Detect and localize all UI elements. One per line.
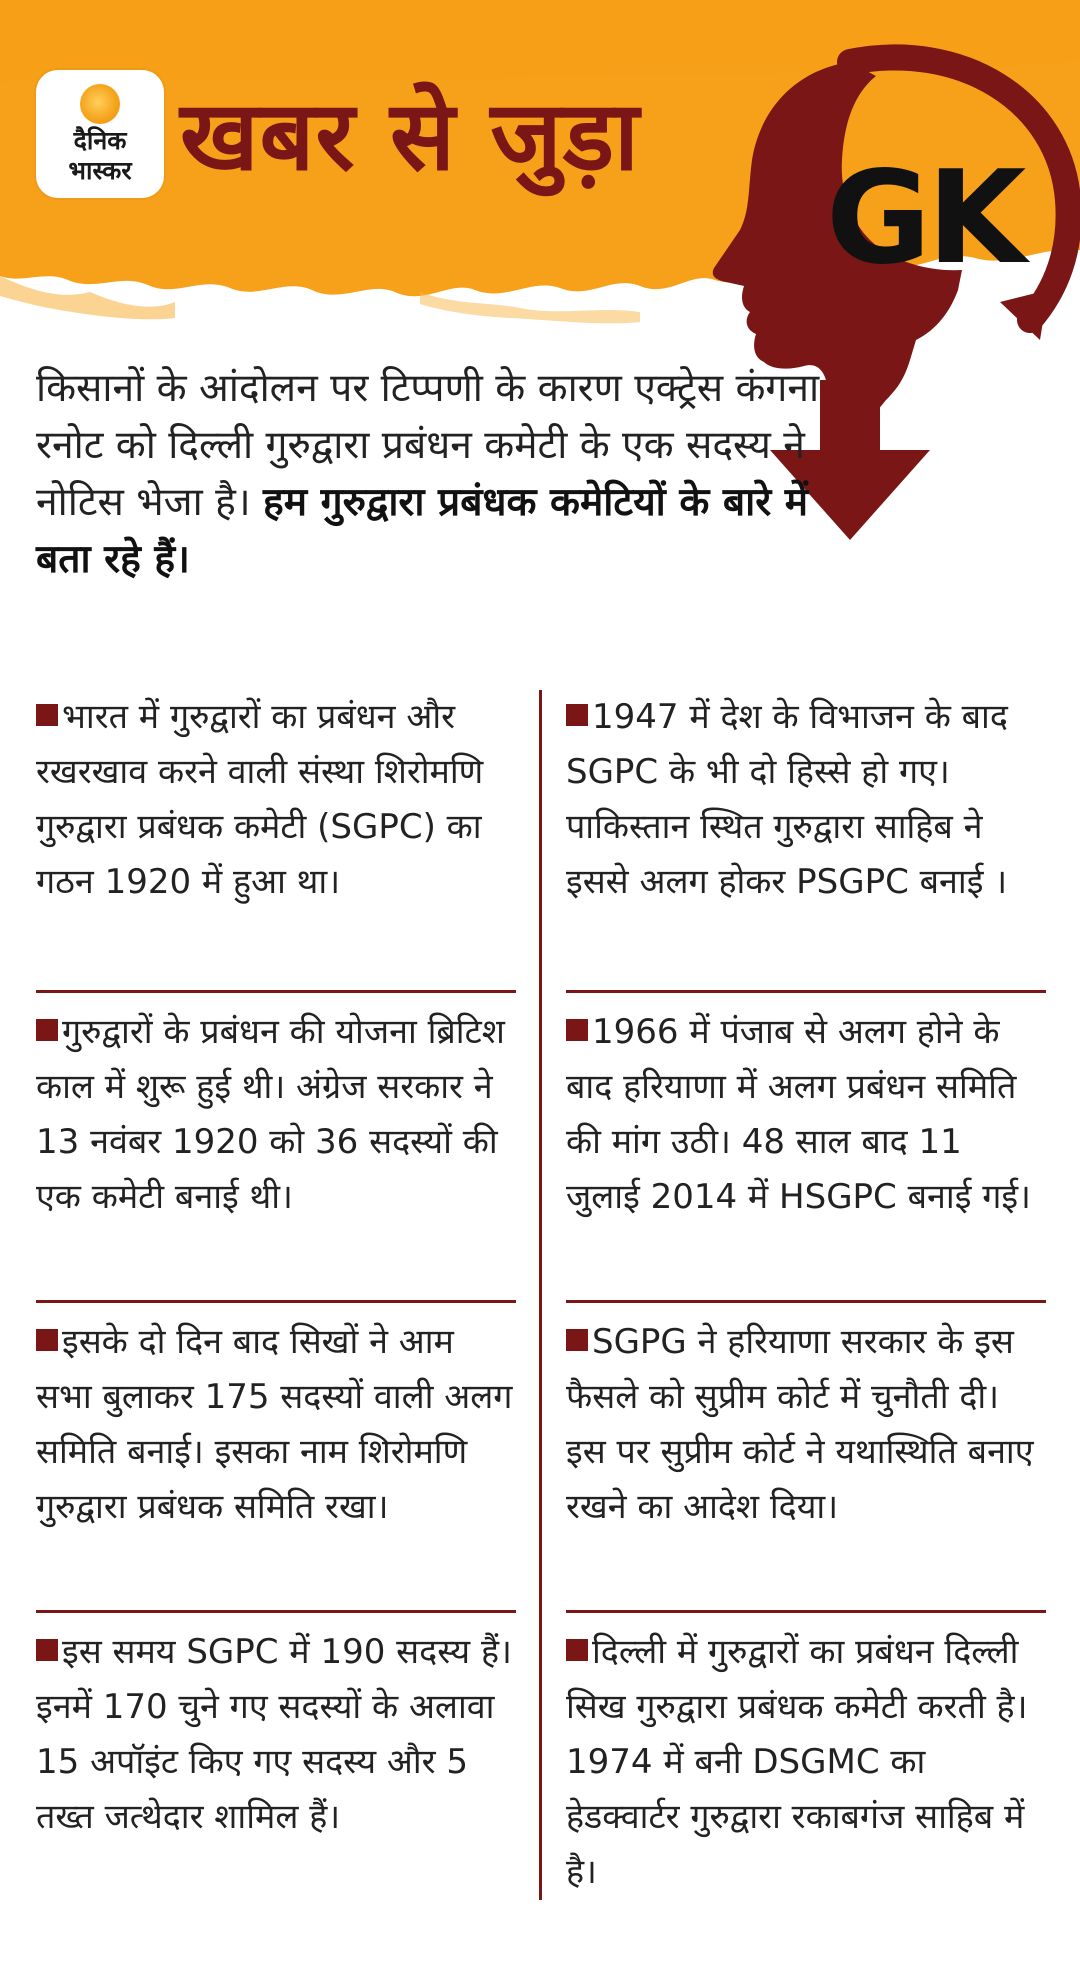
row-divider: [566, 990, 1046, 993]
sun-icon: [80, 84, 120, 124]
headline: खबर से जुड़ा: [180, 80, 640, 192]
bullet-square-icon: [566, 1019, 588, 1041]
fact-item: [36, 690, 516, 910]
bullet-square-icon: [566, 1329, 588, 1351]
column-divider: [539, 690, 542, 1900]
logo-line-1: दैनिक: [73, 126, 127, 155]
fact-item: [36, 1315, 516, 1535]
fact-item: [566, 1315, 1046, 1535]
fact-text: गुरुद्वारों के प्रबंधन की योजना ब्रिटिश काल में शुरू हुई थी। अंग्रेज सरकार ने 13 नवंबर 1920 को 36 सदस्यों की एक कमेटी बनाई थी।: [36, 1012, 505, 1217]
bullet-square-icon: [36, 1329, 58, 1351]
gk-badge: GK: [826, 144, 1023, 293]
intro-bold-text: हम गुरुद्वारा प्रबंधक कमेटियों के बारे में बता रहे हैं।: [36, 480, 809, 582]
facts-grid: [36, 690, 1046, 1950]
fact-item: [566, 1005, 1046, 1225]
fact-text: इस समय SGPC में 190 सदस्य हैं। इनमें 170 चुने गए सदस्यों के अलावा 15 अपॉइंट किए गए सदस्य और 5 तख्त जत्थेदार शामिल हैं।: [36, 1632, 512, 1837]
bullet-square-icon: [566, 1639, 588, 1661]
logo-line-2: भास्कर: [68, 156, 132, 185]
fact-item: [36, 1625, 516, 1845]
row-divider: [566, 1300, 1046, 1303]
fact-text: भारत में गुरुद्वारों का प्रबंधन और रखरखाव करने वाली संस्था शिरोमणि गुरुद्वारा प्रबंधक कमेटी (SGPC) का गठन 1920 में हुआ था।: [36, 697, 484, 902]
fact-text: SGPG ने हरियाणा सरकार के इस फैसले को सुप्रीम कोर्ट में चुनौती दी। इस पर सुप्रीम कोर्ट ने यथास्थिति बनाए रखने का आदेश दिया।: [566, 1322, 1034, 1527]
bullet-square-icon: [36, 1019, 58, 1041]
fact-text: दिल्ली में गुरुद्वारों का प्रबंधन दिल्ली सिख गुरुद्वारा प्रबंधक कमेटी करती है। 1974 में बनी DSGMC का हेडक्वार्टर गुरुद्वारा रकाबगंज साहिब में है।: [566, 1632, 1028, 1892]
intro-text: किसानों के आंदोलन पर टिप्पणी के कारण एक्ट्रेस कंगना रनोट को दिल्ली गुरुद्वारा प्रबंधन कमेटी के एक सदस्य ने नोटिस भेजा है।: [36, 366, 820, 525]
fact-item: [36, 1005, 516, 1225]
fact-text: इसके दो दिन बाद सिखों ने आम सभा बुलाकर 175 सदस्यों वाली अलग समिति बनाई। इसका नाम शिरोमणि गुरुद्वारा प्रबंधक समिति रखा।: [36, 1322, 513, 1527]
intro-paragraph: [36, 360, 856, 588]
arrow-head-right-icon: [1000, 290, 1048, 340]
fact-text: 1947 में देश के विभाजन के बाद SGPC के भी दो हिस्से हो गए। पाकिस्तान स्थित गुरुद्वारा साहिब ने इससे अलग होकर PSGPC बनाई ।: [566, 697, 1008, 902]
row-divider: [36, 1610, 516, 1613]
bullet-square-icon: [36, 704, 58, 726]
row-divider: [36, 990, 516, 993]
dainik-bhaskar-logo: [36, 70, 164, 198]
bullet-square-icon: [36, 1639, 58, 1661]
fact-text: 1966 में पंजाब से अलग होने के बाद हरियाणा में अलग प्रबंधन समिति की मांग उठी। 48 साल बाद 11 जुलाई 2014 में HSGPC बनाई गई।: [566, 1012, 1031, 1217]
bullet-square-icon: [566, 704, 588, 726]
fact-item: [566, 1625, 1046, 1900]
row-divider: [566, 1610, 1046, 1613]
fact-item: [566, 690, 1046, 910]
row-divider: [36, 1300, 516, 1303]
